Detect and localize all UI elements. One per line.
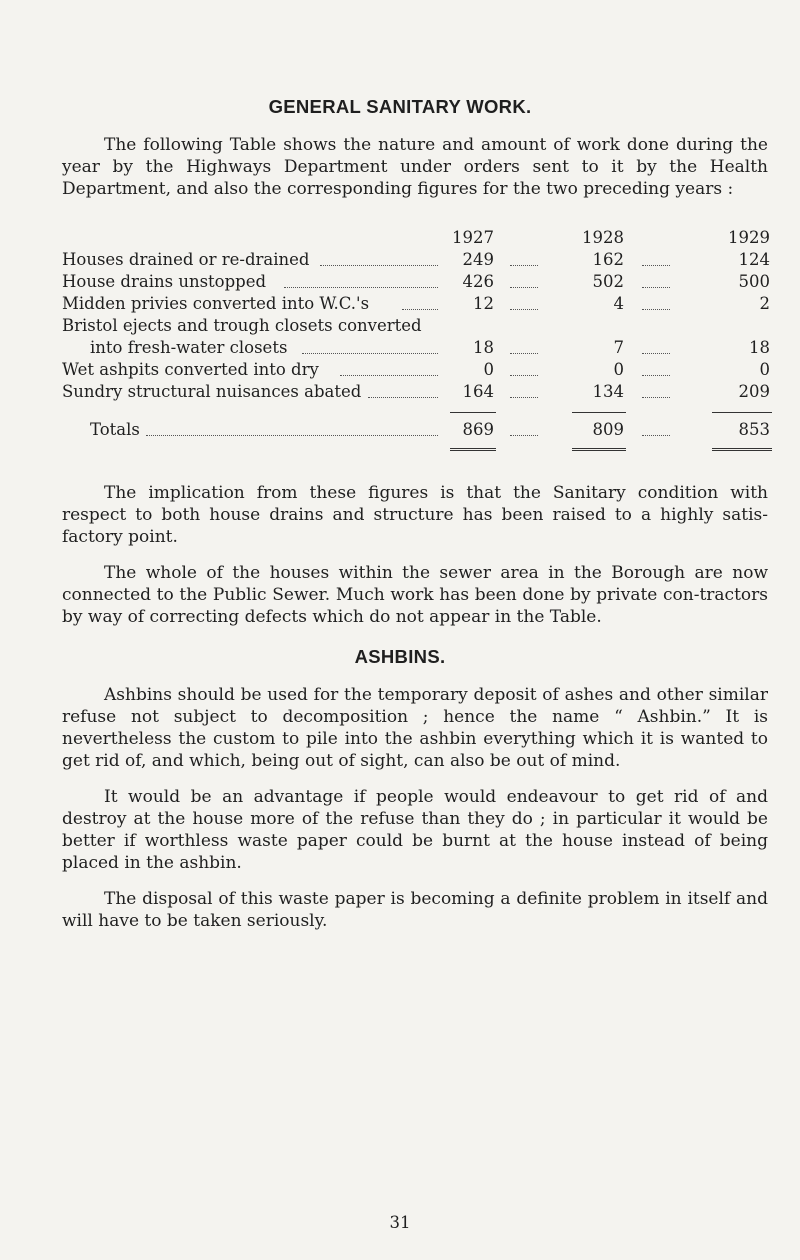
row-label: House drains unstopped (62, 272, 267, 291)
dot-leader (320, 265, 438, 266)
dot-leader (340, 375, 438, 376)
cell-value: 124 (738, 250, 770, 269)
dot-leader (510, 287, 538, 288)
total-double-rule (712, 448, 772, 451)
intro-paragraph: The following Table shows the nature and amount of work done during the year by the Highways Department under orders sent to it by the Health Department, and also the corresponding figures for the two preceding years : (62, 135, 768, 199)
ashbins-paragraph: Ashbins should be used for the temporary deposit of ashes and other similar refuse not subject to decomposition ; hence the name “ Ashbin.” It is nevertheless the custom to pile into the ashbin everything which it is wanted to get rid of, and which, being out of sight, can also be out of mind. (62, 685, 768, 771)
dot-leader (642, 375, 670, 376)
sum-rule (450, 412, 496, 413)
table-row (62, 316, 772, 338)
sum-rule (712, 412, 772, 413)
row-label: Houses drained or re-drained (62, 250, 310, 269)
dot-leader (510, 435, 538, 436)
dot-leader (642, 435, 670, 436)
dot-leader (642, 397, 670, 398)
table-row (62, 272, 772, 294)
table-row-continuation (62, 338, 772, 360)
dot-leader (284, 287, 438, 288)
cell-value: 4 (613, 294, 624, 313)
cell-value: 162 (592, 250, 624, 269)
dot-leader (402, 309, 438, 310)
total-double-rule (450, 448, 496, 451)
year-1928-header: 1928 (582, 228, 624, 247)
cell-value: 426 (462, 272, 494, 291)
table-row (62, 294, 772, 316)
implication-paragraph: The implication from these figures is that the Sanitary condition with respect to both house drains and structure has been raised to a highly satis-factory point. (62, 483, 768, 547)
total-1929: 853 (738, 420, 770, 439)
dot-leader (510, 375, 538, 376)
dot-leader (510, 265, 538, 266)
row-label: Midden privies converted into W.C.'s (62, 294, 370, 313)
table-row (62, 360, 772, 382)
dot-leader (510, 353, 538, 354)
page-heading: GENERAL SANITARY WORK. (268, 96, 532, 117)
cell-value: 164 (462, 382, 494, 401)
year-1927-header: 1927 (452, 228, 494, 247)
year-1929-header: 1929 (728, 228, 770, 247)
refuse-paragraph: It would be an advantage if people would endeavour to get rid of and destroy at the house more of the refuse than they do ; in particular it would be better if worthless waste paper could be burnt at the house instead of being placed in the ashbin. (62, 787, 768, 873)
dot-leader (510, 397, 538, 398)
row-label: Sundry structural nuisances abated (62, 382, 362, 401)
cell-value: 18 (473, 338, 494, 357)
row-label-continuation: into fresh-water closets (90, 338, 288, 357)
cell-value: 134 (592, 382, 624, 401)
cell-value: 2 (759, 294, 770, 313)
cell-value: 18 (749, 338, 770, 357)
dot-leader (368, 397, 438, 398)
table-row (62, 382, 772, 404)
cell-value: 12 (473, 294, 494, 313)
dot-leader (510, 309, 538, 310)
dot-leader (146, 435, 438, 436)
total-1928: 809 (592, 420, 624, 439)
cell-value: 0 (613, 360, 624, 379)
dot-leader (642, 309, 670, 310)
cell-value: 209 (738, 382, 770, 401)
totals-row (62, 420, 772, 442)
page-number: 31 (389, 1213, 411, 1232)
cell-value: 249 (462, 250, 494, 269)
total-1927: 869 (462, 420, 494, 439)
dot-leader (642, 265, 670, 266)
cell-value: 0 (483, 360, 494, 379)
table-header-row (62, 228, 772, 250)
sewer-paragraph: The whole of the houses within the sewer area in the Borough are now connected to the Public Sewer. Much work has been done by private con-tractors by way of correcting defects which do not appear in the Table. (62, 563, 768, 627)
dot-leader (642, 287, 670, 288)
ashbins-heading: ASHBINS. (354, 646, 446, 667)
totals-label: Totals (90, 420, 140, 439)
dot-leader (302, 353, 438, 354)
waste-paper-paragraph: The disposal of this waste paper is becoming a definite problem in itself and will have to be taken seriously. (62, 889, 768, 931)
cell-value: 7 (613, 338, 624, 357)
dot-leader (642, 353, 670, 354)
row-label: Wet ashpits converted into dry (62, 360, 319, 379)
total-double-rule (572, 448, 626, 451)
cell-value: 0 (759, 360, 770, 379)
cell-value: 502 (592, 272, 624, 291)
table-row (62, 250, 772, 272)
row-label: Bristol ejects and trough closets converted (62, 316, 422, 335)
cell-value: 500 (738, 272, 770, 291)
sum-rule (572, 412, 626, 413)
